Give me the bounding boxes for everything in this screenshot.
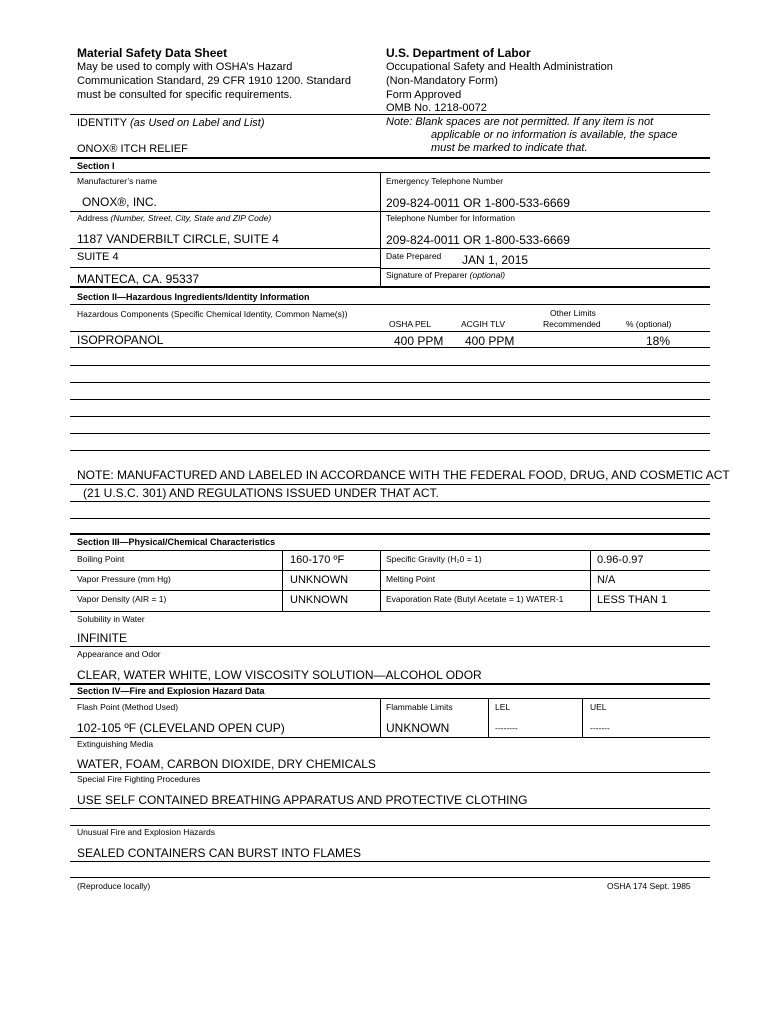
field-label: Date Prepared bbox=[386, 251, 442, 261]
field-label: Emergency Telephone Number bbox=[386, 176, 504, 186]
section-title: Section I bbox=[77, 161, 115, 171]
divider bbox=[70, 877, 710, 878]
field-label: Appearance and Odor bbox=[77, 649, 161, 659]
column-header: Hazardous Components (Specific Chemical Identity, Common Name(s)) bbox=[77, 309, 348, 319]
address-line[interactable]: SUITE 4 bbox=[77, 251, 119, 263]
special-procedures[interactable]: USE SELF CONTAINED BREATHING APPARATUS AND PROTECTIVE CLOTHING bbox=[77, 793, 528, 807]
field-label: Boiling Point bbox=[77, 554, 125, 564]
percent[interactable]: 18% bbox=[646, 334, 671, 348]
section-divider bbox=[70, 683, 710, 685]
divider bbox=[70, 698, 710, 699]
vapor-density[interactable]: UNKNOWN bbox=[290, 594, 349, 606]
divider bbox=[70, 570, 710, 571]
field-label: Vapor Pressure (mm Hg) bbox=[77, 574, 171, 584]
header-right-line: Form Approved bbox=[386, 89, 462, 101]
divider bbox=[70, 114, 710, 115]
divider bbox=[70, 861, 710, 862]
divider bbox=[590, 550, 591, 611]
field-label: Special Fire Fighting Procedures bbox=[77, 774, 201, 784]
address-line[interactable]: 1187 VANDERBILT CIRCLE, SUITE 4 bbox=[77, 232, 279, 246]
extinguishing-media[interactable]: WATER, FOAM, CARBON DIOXIDE, DRY CHEMICALS bbox=[77, 757, 376, 771]
column-header: OSHA PEL bbox=[389, 319, 432, 329]
flash-point[interactable]: 102-105 ºF (CLEVELAND OPEN CUP) bbox=[77, 721, 285, 735]
column-header: Other Limits bbox=[550, 308, 596, 318]
divider bbox=[282, 550, 283, 611]
section-divider bbox=[70, 286, 710, 288]
specific-gravity[interactable]: 0.96-0.97 bbox=[597, 554, 644, 566]
lel-value[interactable]: -------- bbox=[495, 723, 518, 733]
melting-point[interactable]: N/A bbox=[597, 574, 616, 586]
divider bbox=[70, 304, 710, 305]
divider bbox=[70, 772, 710, 773]
address-line[interactable]: MANTECA, CA. 95337 bbox=[77, 272, 200, 286]
section-title: Section IV—Fire and Explosion Hazard Data bbox=[77, 686, 265, 696]
divider bbox=[70, 172, 710, 173]
date-prepared[interactable]: JAN 1, 2015 bbox=[462, 253, 529, 267]
divider bbox=[70, 331, 710, 332]
divider bbox=[70, 590, 710, 591]
divider bbox=[70, 518, 710, 519]
vapor-pressure[interactable]: UNKNOWN bbox=[290, 574, 349, 586]
divider bbox=[70, 382, 710, 383]
column-header: ACGIH TLV bbox=[461, 319, 506, 329]
divider bbox=[70, 501, 710, 502]
section-divider bbox=[70, 157, 710, 159]
divider bbox=[70, 646, 710, 647]
field-label: UEL bbox=[590, 702, 607, 712]
divider bbox=[70, 433, 710, 434]
header-left-line: May be used to comply with OSHA’s Hazard bbox=[77, 61, 293, 73]
divider bbox=[70, 365, 710, 366]
field-label: Specific Gravity (H₂0 = 1) bbox=[386, 554, 482, 564]
divider bbox=[70, 484, 710, 485]
divider bbox=[70, 611, 710, 612]
divider bbox=[70, 267, 380, 268]
field-label: Melting Point bbox=[386, 574, 436, 584]
agency-title: U.S. Department of Labor bbox=[386, 46, 531, 60]
header-left-line: must be consulted for specific requirements. bbox=[77, 89, 293, 101]
omb-number: OMB No. 1218-0072 bbox=[386, 102, 487, 114]
identity-label: IDENTITY (as Used on Label and List) bbox=[77, 117, 265, 129]
divider bbox=[70, 808, 710, 809]
field-label: Flash Point (Method Used) bbox=[77, 702, 179, 712]
divider bbox=[70, 399, 710, 400]
divider bbox=[70, 248, 710, 249]
field-label: Flammable Limits bbox=[386, 702, 453, 712]
column-header: Recommended bbox=[543, 319, 601, 329]
header-right-line: (Non-Mandatory Form) bbox=[386, 75, 498, 87]
identity-value: ONOX® ITCH RELIEF bbox=[77, 143, 188, 155]
divider bbox=[70, 416, 710, 417]
section-title: Section II—Hazardous Ingredients/Identity Information bbox=[77, 292, 310, 302]
field-label: Telephone Number for Information bbox=[386, 213, 515, 223]
divider bbox=[70, 737, 710, 738]
header-left-line: Communication Standard, 29 CFR 1910 1200. Standard bbox=[77, 75, 351, 87]
note-text: Note: Blank spaces are not permitted. If any item is not bbox=[386, 116, 654, 128]
acgih-tlv[interactable]: 400 PPM bbox=[465, 334, 515, 348]
divider bbox=[70, 825, 710, 826]
note-text: applicable or no information is available, the space bbox=[431, 129, 678, 141]
field-label: Evaporation Rate (Butyl Acetate = 1) WATER-1 bbox=[386, 594, 564, 604]
boiling-point[interactable]: 160-170 ºF bbox=[290, 554, 345, 566]
footer-left: (Reproduce locally) bbox=[77, 881, 151, 891]
divider bbox=[380, 698, 381, 737]
field-label: Vapor Density (AIR = 1) bbox=[77, 594, 167, 604]
field-label: LEL bbox=[495, 702, 511, 712]
divider bbox=[70, 550, 710, 551]
divider bbox=[70, 211, 710, 212]
header-right-line: Occupational Safety and Health Administration bbox=[386, 61, 613, 73]
divider bbox=[380, 550, 381, 611]
component-name[interactable]: ISOPROPANOL bbox=[77, 333, 164, 347]
uel-value[interactable]: ------- bbox=[590, 723, 610, 733]
emergency-phone[interactable]: 209-824-0011 OR 1-800-533-6669 bbox=[386, 196, 570, 210]
regulatory-note: NOTE: MANUFACTURED AND LABELED IN ACCORDANCE WITH THE FEDERAL FOOD, DRUG, AND COSMETIC ACT bbox=[77, 468, 730, 482]
field-label: Unusual Fire and Explosion Hazards bbox=[77, 827, 215, 837]
info-phone[interactable]: 209-824-0011 OR 1-800-533-6669 bbox=[386, 233, 570, 247]
field-label: Extinguishing Media bbox=[77, 739, 154, 749]
note-text: must be marked to indicate that. bbox=[431, 142, 588, 154]
regulatory-note: (21 U.S.C. 301) AND REGULATIONS ISSUED UNDER THAT ACT. bbox=[83, 486, 439, 500]
section-divider bbox=[70, 533, 710, 535]
divider bbox=[380, 268, 710, 269]
divider bbox=[582, 698, 583, 737]
field-label: Solubility in Water bbox=[77, 614, 145, 624]
field-label: Signature of Preparer (optional) bbox=[386, 270, 506, 280]
divider bbox=[488, 698, 489, 737]
divider bbox=[70, 347, 710, 348]
osha-pel[interactable]: 400 PPM bbox=[394, 334, 444, 348]
field-label: Manufacturer’s name bbox=[77, 176, 158, 186]
manufacturer-name[interactable]: ONOX®, INC. bbox=[82, 195, 157, 209]
flammable-limits[interactable]: UNKNOWN bbox=[386, 721, 450, 735]
section-title: Section III—Physical/Chemical Characteristics bbox=[77, 537, 276, 547]
divider bbox=[70, 450, 710, 451]
evaporation-rate[interactable]: LESS THAN 1 bbox=[597, 594, 668, 606]
footer-right: OSHA 174 Sept. 1985 bbox=[607, 881, 691, 891]
appearance-odor[interactable]: CLEAR, WATER WHITE, LOW VISCOSITY SOLUTION—ALCOHOL ODOR bbox=[77, 668, 482, 682]
form-title: Material Safety Data Sheet bbox=[77, 46, 228, 60]
unusual-hazards[interactable]: SEALED CONTAINERS CAN BURST INTO FLAMES bbox=[77, 846, 362, 860]
field-label: Address (Number, Street, City, State and ZIP Code) bbox=[77, 213, 272, 223]
column-header: % (optional) bbox=[626, 319, 672, 329]
solubility[interactable]: INFINITE bbox=[77, 631, 127, 645]
